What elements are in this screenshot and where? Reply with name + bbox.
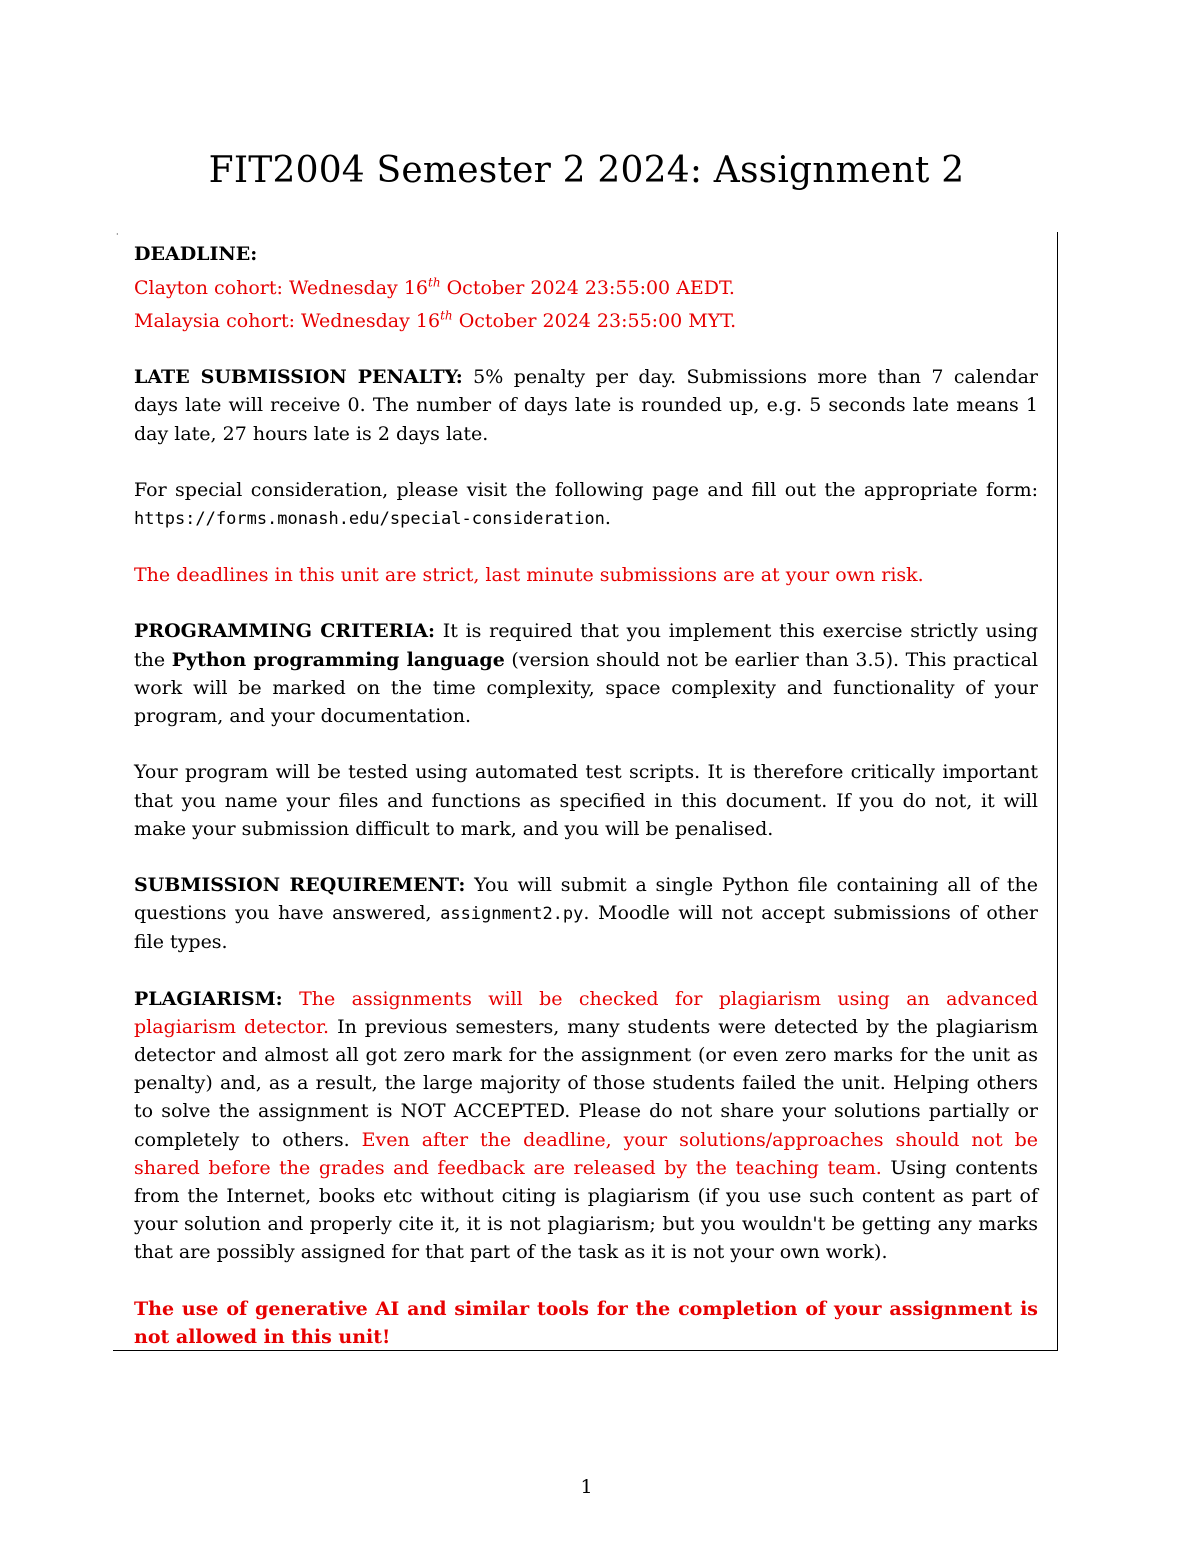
decorative-dot: · (116, 230, 119, 239)
plagiarism-text: In previous semesters, many students were detected by the plagiarism detector and almost all got zero mark for the assignment (or even zero marks for the unit as penalty) and, as a result, the large majority of those students failed the unit. Helping others to solve the assignment is NOT ACCEPTED. Please do not share your solutions partially or completely to others. (134, 1015, 1039, 1151)
page-title: FIT2004 Semester 2 2024: Assignment 2 (208, 150, 965, 191)
submission-requirement-section (134, 871, 1038, 957)
malaysia-deadline-sup: th (440, 308, 453, 323)
late-penalty-heading: LATE SUBMISSION PENALTY: (134, 366, 463, 389)
late-penalty-text: 5% penalty per day. Submissions more than 7 calendar days late will receive 0. The number of days late is rounded up, e.g. 5 seconds late means 1 day late, 27 hours late is 2 days late. (134, 366, 1038, 445)
plagiarism-section (134, 985, 1038, 1267)
submission-requirement-text: You will submit a single Python file containing all of the questions you have answered, (134, 873, 1038, 925)
plagiarism-heading: PLAGIARISM: (134, 987, 283, 1010)
late-penalty-section (134, 363, 1038, 448)
malaysia-deadline-time: October 2024 23:55:00 MYT. (452, 310, 737, 333)
clayton-deadline (134, 277, 735, 299)
python-language-emphasis: Python programming language (171, 648, 505, 671)
special-consideration-text: For special consideration, please visit the following page and fill out the appropriate form: (134, 478, 1038, 501)
automated-testing-paragraph: Your program will be tested using automated test scripts. It is therefore critically important that you name your files and functions as specified in this document. If you do not, it will make your submission difficult to mark, and you will be penalised. (134, 761, 1038, 840)
special-consideration-period: . (604, 507, 611, 530)
plagiarism-sharing-warning: Even after the deadline, your solutions/approaches should not be shared before the grades and feedback are released by the teaching team. (134, 1128, 1038, 1179)
submission-requirement-heading: SUBMISSION REQUIREMENT: (134, 873, 466, 896)
page-number: 1 (580, 1476, 593, 1498)
malaysia-deadline-text: Malaysia cohort: Wednesday 16 (134, 310, 441, 333)
programming-criteria-text: It is required that you implement this exercise strictly using the (134, 620, 1038, 671)
programming-criteria-heading: PROGRAMMING CRITERIA: (134, 620, 436, 643)
malaysia-deadline (134, 310, 736, 332)
special-consideration-link[interactable]: https://forms.monash.edu/special-consideration (134, 509, 605, 530)
generative-ai-notice: The use of generative AI and similar tools for the completion of your assignment is not allowed in this unit! (134, 1297, 1038, 1348)
submission-filename: assignment2.py (440, 904, 584, 925)
strict-deadline-notice: The deadlines in this unit are strict, last minute submissions are at your own risk. (134, 564, 924, 587)
deadline-heading: DEADLINE: (134, 243, 258, 265)
submission-requirement-text-2: . Moodle will not accept submissions of other file types. (134, 902, 1038, 954)
programming-criteria-section (134, 617, 1038, 730)
programming-criteria-text-2: (version should not be earlier than 3.5). This practical work will be marked on the time complexity, space complexity and functionality of your program, and your documentation. (134, 648, 1038, 728)
plagiarism-text-2: Using contents from the Internet, books etc without citing is plagiarism (if you use such content as part of your solution and properly cite it, it is not plagiarism; but you wouldn't be getting any marks that are possibly assigned for that part of the task as it is not your own work). (134, 1156, 1039, 1264)
clayton-deadline-sup: th (428, 275, 441, 290)
plagiarism-warning: The assignments will be checked for plagiarism using an advanced plagiarism detector. (134, 987, 1038, 1038)
notice-box (134, 240, 1038, 1351)
special-consideration-section (134, 476, 1038, 533)
clayton-deadline-text: Clayton cohort: Wednesday 16 (134, 276, 428, 299)
clayton-deadline-time: October 2024 23:55:00 AEDT. (440, 276, 735, 299)
deadline-section (134, 240, 1038, 335)
